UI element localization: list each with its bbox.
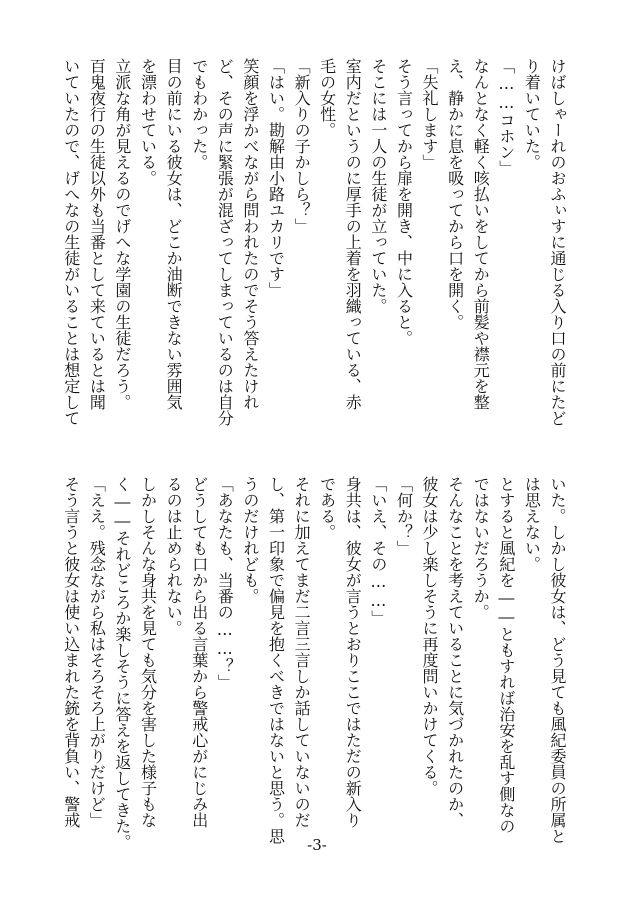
text-line: いた。しかし彼女は、どう見ても風紀委員の所属と [548,476,567,844]
page-number: -3- [307,836,327,854]
text-line: 「いえ、その……」 [368,476,388,626]
top-text-block [50,58,570,426]
text-line: 「新入りの子かしら？」 [292,58,312,234]
text-line: は思えない。 [522,476,542,572]
text-line: を漂わせている。 [138,58,158,186]
text-line: 目の前にいる彼女は、どこか油断できない雰囲気 [164,58,184,410]
text-line: え、静かに息を吸ってから口を開く。 [445,58,465,330]
bottom-text-block [50,476,570,850]
text-line: うのだけれども。 [240,476,260,604]
text-line: 百鬼夜行の生徒以外も当番として来ているとは聞 [87,58,107,410]
text-line: く――それどころか楽しそうに答えを返してきた。 [112,476,132,850]
text-line: そんなことを考えていることに気づかれたのか、 [445,476,465,828]
text-line: り着いていた。 [522,58,542,170]
text-line: るのは止められない。 [164,476,184,636]
text-line: 「失礼します」 [420,58,440,170]
text-line: そう言うと彼女は使い込まれた銃を背負い、警戒 [61,476,81,828]
text-line: しかしそんな身共を見ても気分を害した様子もな [138,476,158,828]
text-line: 「あなたも、当番の……？」 [215,476,235,690]
text-line: けばしゃーれのおふぃすに通じる入り口の前にたど [548,58,567,426]
text-line: そう言ってから扉を開き、中に入ると。 [394,58,414,346]
text-line: 毛の女性。 [317,58,337,138]
text-line: ど、その声に緊張が混ざってしまっているのは自分 [215,58,235,426]
text-line: し、第一印象で偏見を抱くべきではないと思う。思 [266,476,286,844]
text-line: とすると風紀を――ともすれば治安を乱す側なの [496,476,516,834]
text-line: でもわかった。 [189,58,209,170]
text-line: そこには一人の生徒が立っていた。 [368,58,388,314]
text-line: どうしても口から出る言葉から警戒心がにじみ出 [189,476,209,828]
text-line: いていたので、げへなの生徒がいることは想定して [61,58,81,426]
text-line: なんとなく軽く咳払いをしてから前髪や襟元を整 [471,58,491,410]
text-line: 立派な角が見えるのでげへな学園の生徒だろう。 [112,58,132,410]
text-line: 「……コホン」 [496,58,516,176]
text-line: 「はい。勘解由小路ユカリです」 [266,58,286,298]
text-line: 「ええ。残念ながら私はそろそろ上がりだけど」 [87,476,107,828]
text-line: 彼女は少し楽しそうに再度問いかけてくる。 [420,476,440,796]
text-line: 笑顔を浮かべながら問われたのでそう答えたけれ [240,58,260,410]
text-line: ではないだろうか。 [471,476,491,620]
text-line: である。 [317,476,337,540]
text-line: 室内だというのに厚手の上着を羽織っている、赤 [343,58,363,410]
text-line: それに加えてまだ二言三言しか話していないのだ [292,476,312,828]
text-line: 身共は、彼女が言うとおりここではただの新入り [343,476,363,828]
text-line: 「何か？」 [394,476,414,556]
